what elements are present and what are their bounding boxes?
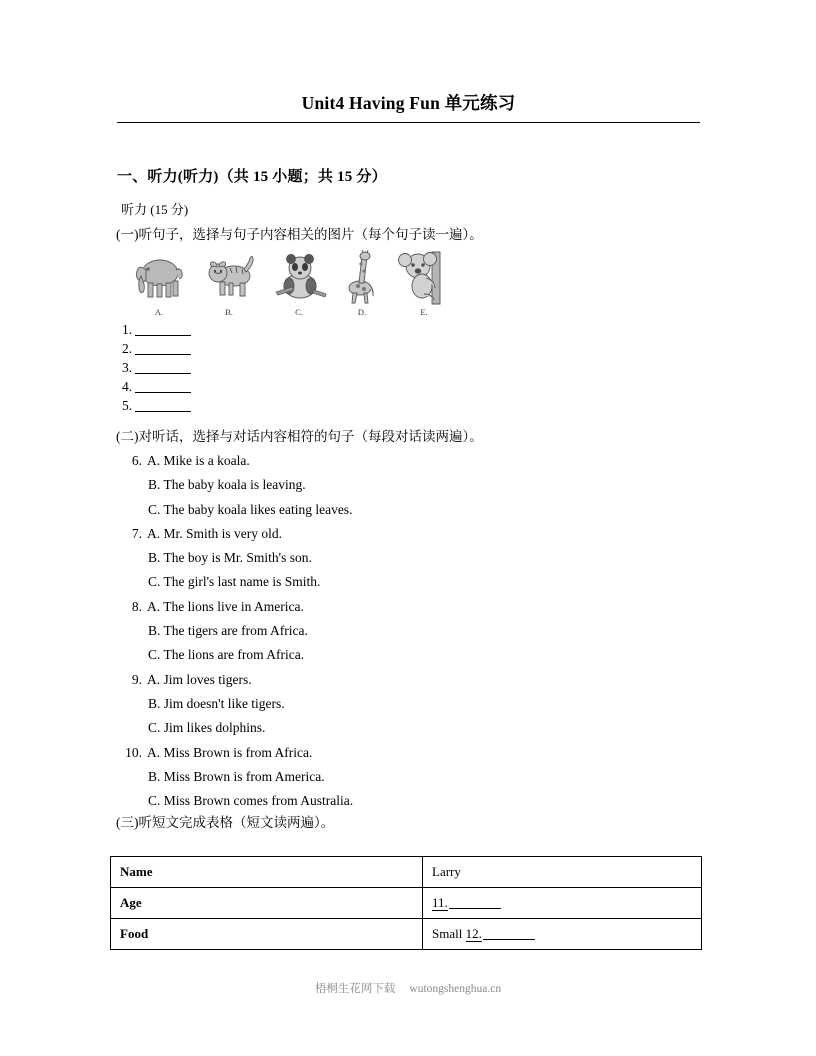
picture-option-d [336,250,388,317]
table-cell-key: Age [111,888,423,919]
giraffe-icon [340,250,384,306]
picture-label-a: A. [154,307,164,317]
question-option[interactable]: A. The lions live in America. [147,598,304,614]
tiger-icon [200,250,258,306]
page-footer [0,980,816,996]
picture-option-c [268,250,330,317]
listening-info-table [110,856,702,950]
question-option[interactable]: A. Mike is a koala. [147,453,250,468]
table-blank-number: 12. [465,926,482,941]
table-answer-blank[interactable] [483,927,535,940]
question-number: 10. [125,744,142,760]
table-answer-blank[interactable] [449,896,501,909]
table-cell-value [423,857,702,888]
title-block [117,92,700,123]
answer-blank-row [122,379,191,398]
footer-site-url: wutongshenghua.cn [409,983,502,995]
question-option[interactable]: B. The boy is Mr. Smith's son. [148,550,312,566]
page-title: Unit4 Having Fun 单元练习 [301,93,516,113]
answer-blank-list [122,322,191,417]
table-cell-key: Name [111,857,423,888]
question-line [118,449,678,473]
question-option[interactable]: C. The girl's last name is Smith. [148,574,321,590]
picture-option-e [394,250,454,317]
question-option[interactable]: C. The lions are from Africa. [148,647,305,663]
multiple-choice-list [118,449,678,813]
answer-blank-field[interactable] [135,324,191,336]
table-row [111,888,702,919]
question-10 [118,741,678,814]
panda-icon [270,250,328,306]
blank-number: 3. [122,360,133,375]
table-value-text: Larry [432,864,461,879]
picture-option-a [128,250,190,317]
picture-label-e: E. [420,307,428,317]
footer-site-name: 梧桐生花网下载 [314,983,396,995]
question-number: 8. [131,598,142,614]
answer-blank-field[interactable] [135,362,191,374]
answer-blank-field[interactable] [135,343,191,355]
section-heading: 一、听力(听力)（共 15 小题；共 15 分） [117,169,387,185]
picture-strip [128,250,468,322]
table-blank-number: 11. [432,895,448,910]
question-option[interactable]: A. Jim loves tigers. [147,671,252,687]
question-6 [118,449,678,522]
question-option[interactable]: B. The baby koala is leaving. [148,477,306,493]
picture-label-b: B. [225,307,233,317]
question-option[interactable]: B. Jim doesn't like tigers. [148,695,285,711]
table-cell-value [423,888,702,919]
answer-blank-row [122,341,191,360]
answer-blank-row [122,322,191,341]
question-option[interactable]: C. The baby koala likes eating leaves. [148,501,353,517]
part-two-instruction: (二)对听话，选择与对话内容相符的句子（每段对话读两遍）。 [116,429,483,444]
picture-label-d: D. [357,307,367,317]
blank-number: 2. [122,341,133,356]
table-value-prefix: Small [432,926,466,941]
question-line [118,522,678,546]
blank-number: 1. [122,322,133,337]
question-option[interactable]: A. Mr. Smith is very old. [147,525,283,541]
question-line [118,668,678,692]
question-option[interactable]: A. Miss Brown is from Africa. [147,744,313,760]
table-cell-value [423,919,702,950]
picture-label-c: C. [295,307,303,317]
answer-blank-field[interactable] [135,400,191,412]
question-number: 9. [131,671,142,687]
blank-number: 5. [122,398,133,413]
question-option[interactable]: C. Miss Brown comes from Australia. [148,793,354,809]
blank-number: 4. [122,379,133,394]
question-line [118,595,678,619]
section-subtitle: 听力 (15 分) [121,202,189,217]
table-row [111,857,702,888]
table-cell-key: Food [111,919,423,950]
question-option[interactable]: B. Miss Brown is from America. [148,768,325,784]
elephant-icon [130,250,188,306]
question-9 [118,668,678,741]
table-row [111,919,702,950]
part-three-instruction: (三)听短文完成表格（短文读两遍）。 [116,815,335,830]
question-number: 6. [131,453,142,468]
question-number: 7. [131,525,142,541]
picture-option-b [198,250,260,317]
answer-blank-field[interactable] [135,381,191,393]
question-line [118,741,678,765]
question-8 [118,595,678,668]
title-divider [117,122,700,123]
question-option[interactable]: B. The tigers are from Africa. [148,623,308,639]
part-one-instruction: (一)听句子，选择与句子内容相关的图片（每个句子读一遍）。 [116,227,483,242]
question-7 [118,522,678,595]
question-option[interactable]: C. Jim likes dolphins. [148,720,266,736]
koala-icon [396,250,452,306]
answer-blank-row [122,360,191,379]
answer-blank-row [122,398,191,417]
